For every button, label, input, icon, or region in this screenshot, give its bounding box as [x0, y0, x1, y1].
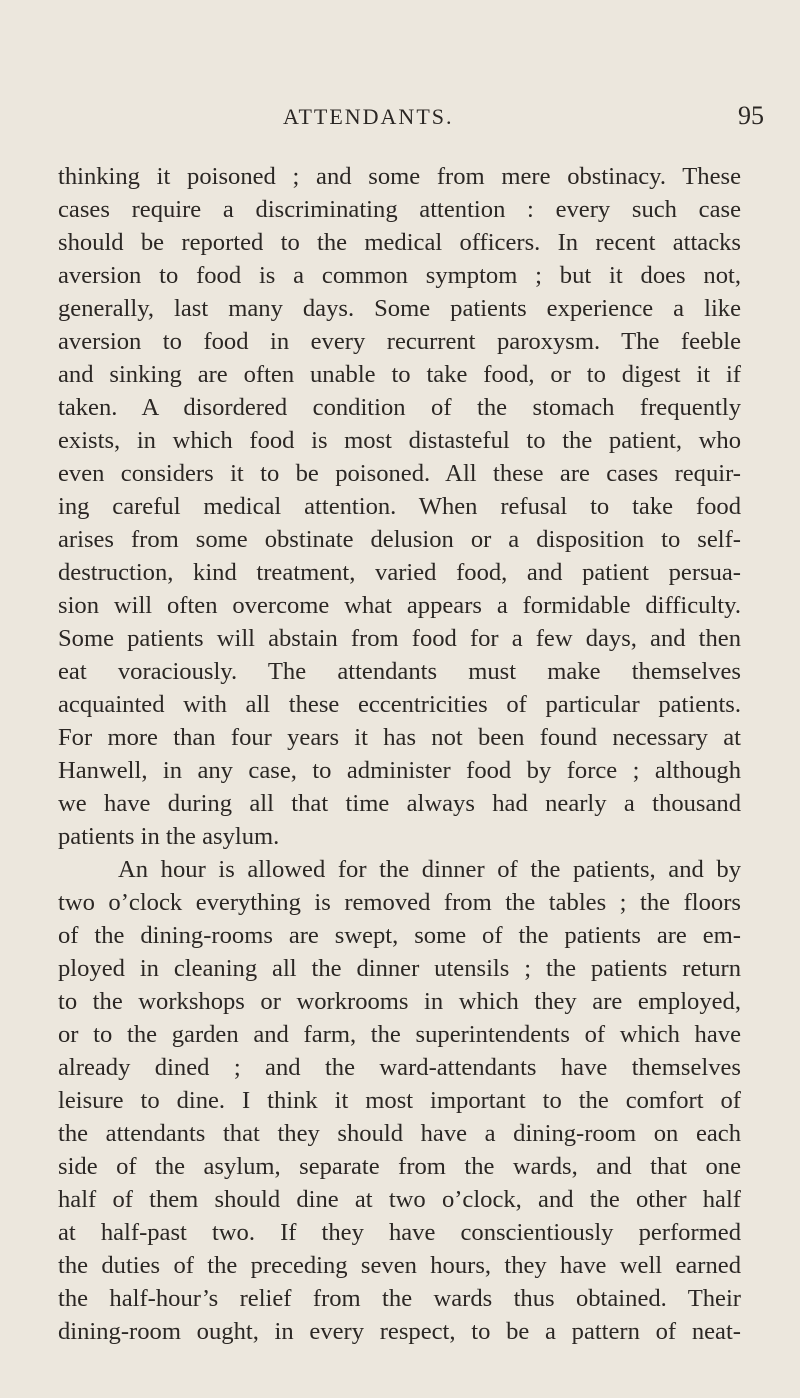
- text-line: the attendants that they should have a dining-room on each: [58, 1120, 741, 1147]
- text-line: or to the garden and farm, the superintendents of which have: [58, 1021, 741, 1048]
- text-line: exists, in which food is most distasteful to the patient, who: [58, 427, 741, 454]
- text-line: generally, last many days. Some patients experience a like: [58, 295, 741, 322]
- text-line: we have during all that time always had nearly a thousand: [58, 790, 741, 817]
- text-line: half of them should dine at two o’clock, and the other half: [58, 1186, 741, 1213]
- text-line: the duties of the preceding seven hours, they have well earned: [58, 1252, 741, 1279]
- text-line: sion will often overcome what appears a formidable difficulty.: [58, 592, 741, 619]
- text-line: side of the asylum, separate from the wards, and that one: [58, 1153, 741, 1180]
- text-line: arises from some obstinate delusion or a disposition to self-: [58, 526, 741, 553]
- text-line: acquainted with all these eccentricities of particular patients.: [58, 691, 741, 718]
- text-line: patients in the asylum.: [58, 823, 280, 850]
- text-line: aversion to food is a common symptom ; but it does not,: [58, 262, 741, 289]
- text-line: to the workshops or workrooms in which they are employed,: [58, 988, 741, 1015]
- text-line: ing careful medical attention. When refusal to take food: [58, 493, 741, 520]
- text-line: at half-past two. If they have conscientiously performed: [58, 1219, 741, 1246]
- text-line: two o’clock everything is removed from the tables ; the floors: [58, 889, 741, 916]
- text-line: destruction, kind treatment, varied food, and patient persua-: [58, 559, 741, 586]
- text-line: An hour is allowed for the dinner of the patients, and by: [118, 856, 741, 883]
- text-line: the half-hour’s relief from the wards thus obtained. Their: [58, 1285, 741, 1312]
- text-line: even considers it to be poisoned. All these are cases requir-: [58, 460, 741, 487]
- text-line: eat voraciously. The attendants must make themselves: [58, 658, 741, 685]
- text-line: dining-room ought, in every respect, to be a pattern of neat-: [58, 1318, 741, 1345]
- text-line: taken. A disordered condition of the stomach frequently: [58, 394, 741, 421]
- text-line: thinking it poisoned ; and some from mere obstinacy. These: [58, 163, 741, 190]
- text-line: should be reported to the medical officers. In recent attacks: [58, 229, 741, 256]
- text-line: leisure to dine. I think it most important to the comfort of: [58, 1087, 741, 1114]
- text-line: Some patients will abstain from food for a few days, and then: [58, 625, 741, 652]
- text-line: cases require a discriminating attention : every such case: [58, 196, 741, 223]
- text-line: aversion to food in every recurrent paroxysm. The feeble: [58, 328, 741, 355]
- text-line: ployed in cleaning all the dinner utensils ; the patients return: [58, 955, 741, 982]
- text-line: and sinking are often unable to take food, or to digest it if: [58, 361, 741, 388]
- running-title: ATTENDANTS.: [283, 104, 454, 129]
- text-line: already dined ; and the ward-attendants have themselves: [58, 1054, 741, 1081]
- text-line: of the dining-rooms are swept, some of the patients are em-: [58, 922, 741, 949]
- page-number: 95: [738, 101, 764, 130]
- text-line: For more than four years it has not been found necessary at: [58, 724, 741, 751]
- text-line: Hanwell, in any case, to administer food by force ; although: [58, 757, 741, 784]
